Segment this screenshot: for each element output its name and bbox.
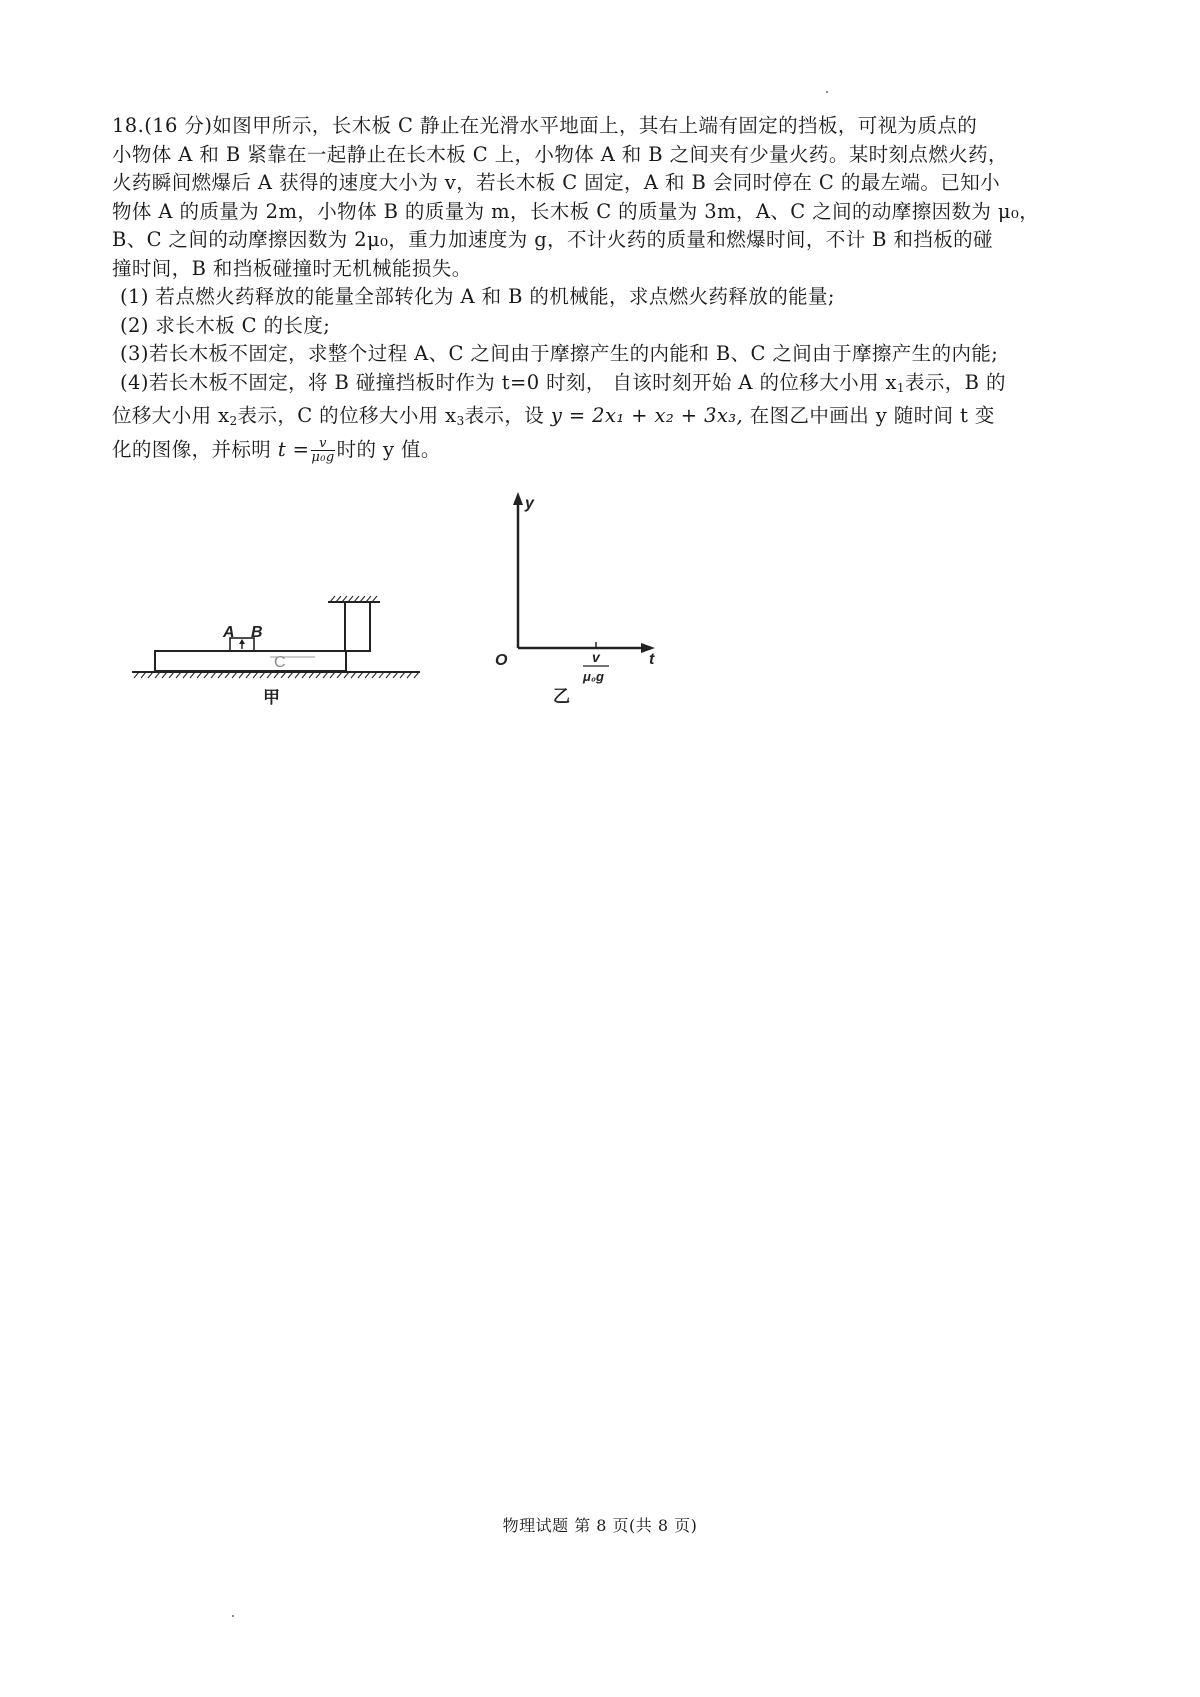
q4-text: 化的图像，并标明 <box>112 437 278 461</box>
baffle <box>345 602 370 651</box>
label-b: B <box>251 624 263 641</box>
question-4-line-1 <box>112 369 1142 403</box>
q4-text: 表示，设 <box>464 404 551 427</box>
question-4-line-2 <box>112 402 1142 436</box>
problem-line: 火药瞬间燃爆后 A 获得的速度大小为 v，若长木板 C 固定，A 和 B 会同时停在 C 的最左端。已知小 <box>112 171 1001 194</box>
subscript-1: 1 <box>896 380 905 395</box>
question-1: (1) 若点燃火药释放的能量全部转化为 A 和 B 的机械能，求点燃火药释放的能量; <box>120 285 835 308</box>
tick-numerator: v <box>592 649 600 665</box>
q4-text: 位移大小用 x <box>112 404 230 427</box>
y-equation: y = 2x₁ + x₂ + 3x₃, <box>550 404 744 427</box>
problem-line: 18.(16 分)如图甲所示，长木板 C 静止在光滑水平地面上，其右上端有固定的挡板，可视为质点的 <box>112 114 978 137</box>
fraction-numerator: v <box>311 437 334 451</box>
y-arrow-icon <box>513 492 523 505</box>
label-a: A <box>223 624 235 641</box>
page-footer: 物理试题 第 8 页(共 8 页) <box>502 1516 698 1535</box>
tick-denominator: μ₀g <box>583 669 604 684</box>
q4-text: (4)若长木板不固定，将 B 碰撞挡板时作为 t=0 时刻， 自该时刻开始 A 的位移大小用 x <box>120 370 897 394</box>
q4-text: 时的 y 值。 <box>336 437 441 461</box>
problem-18 <box>112 112 1142 464</box>
subscript-3: 3 <box>456 414 465 428</box>
problem-line: 小物体 A 和 B 紧靠在一起静止在长木板 C 上，小物体 A 和 B 之间夹有少量火药。某时刻点燃火药， <box>112 142 1008 166</box>
t-equation: t = <box>277 437 310 461</box>
figure-yi <box>495 490 675 705</box>
origin-label: O <box>495 652 508 669</box>
y-axis-label: y <box>525 495 534 512</box>
question-2: (2) 求长木板 C 的长度; <box>120 313 331 337</box>
time-fraction <box>311 437 334 464</box>
arrow-up <box>239 639 245 644</box>
caption-jia: 甲 <box>263 688 280 707</box>
problem-line: B、C 之间的动摩擦因数为 2μ₀，重力加速度为 g，不计火药的质量和燃爆时间，不计 B 和挡板的碰 <box>112 228 993 251</box>
question-4-line-3 <box>112 436 1142 465</box>
problem-line: 撞时间，B 和挡板碰撞时无机械能损失。 <box>112 256 472 280</box>
fraction-denominator: μ₀g <box>311 449 335 465</box>
scan-speck <box>826 91 828 93</box>
label-c: C <box>274 654 286 671</box>
problem-line: 物体 A 的质量为 2m，小物体 B 的质量为 m，长木板 C 的质量为 3m，A、C 之间的动摩擦因数为 μ₀， <box>112 199 1040 223</box>
q4-text: 表示，C 的位移大小用 x <box>237 404 457 427</box>
question-3: (3)若长木板不固定，求整个过程 A、C 之间由于摩擦产生的内能和 B、C 之间由于摩擦产生的内能; <box>120 342 999 365</box>
subscript-2: 2 <box>229 414 238 428</box>
board-c <box>155 651 346 671</box>
figure-jia <box>130 585 430 710</box>
scan-speck <box>232 1615 234 1617</box>
q4-text: 表示，B 的 <box>904 370 1006 394</box>
t-axis-label: t <box>649 651 655 668</box>
caption-yi: 乙 <box>553 687 570 705</box>
q4-text: 在图乙中画出 y 随时间 t 变 <box>743 404 995 427</box>
